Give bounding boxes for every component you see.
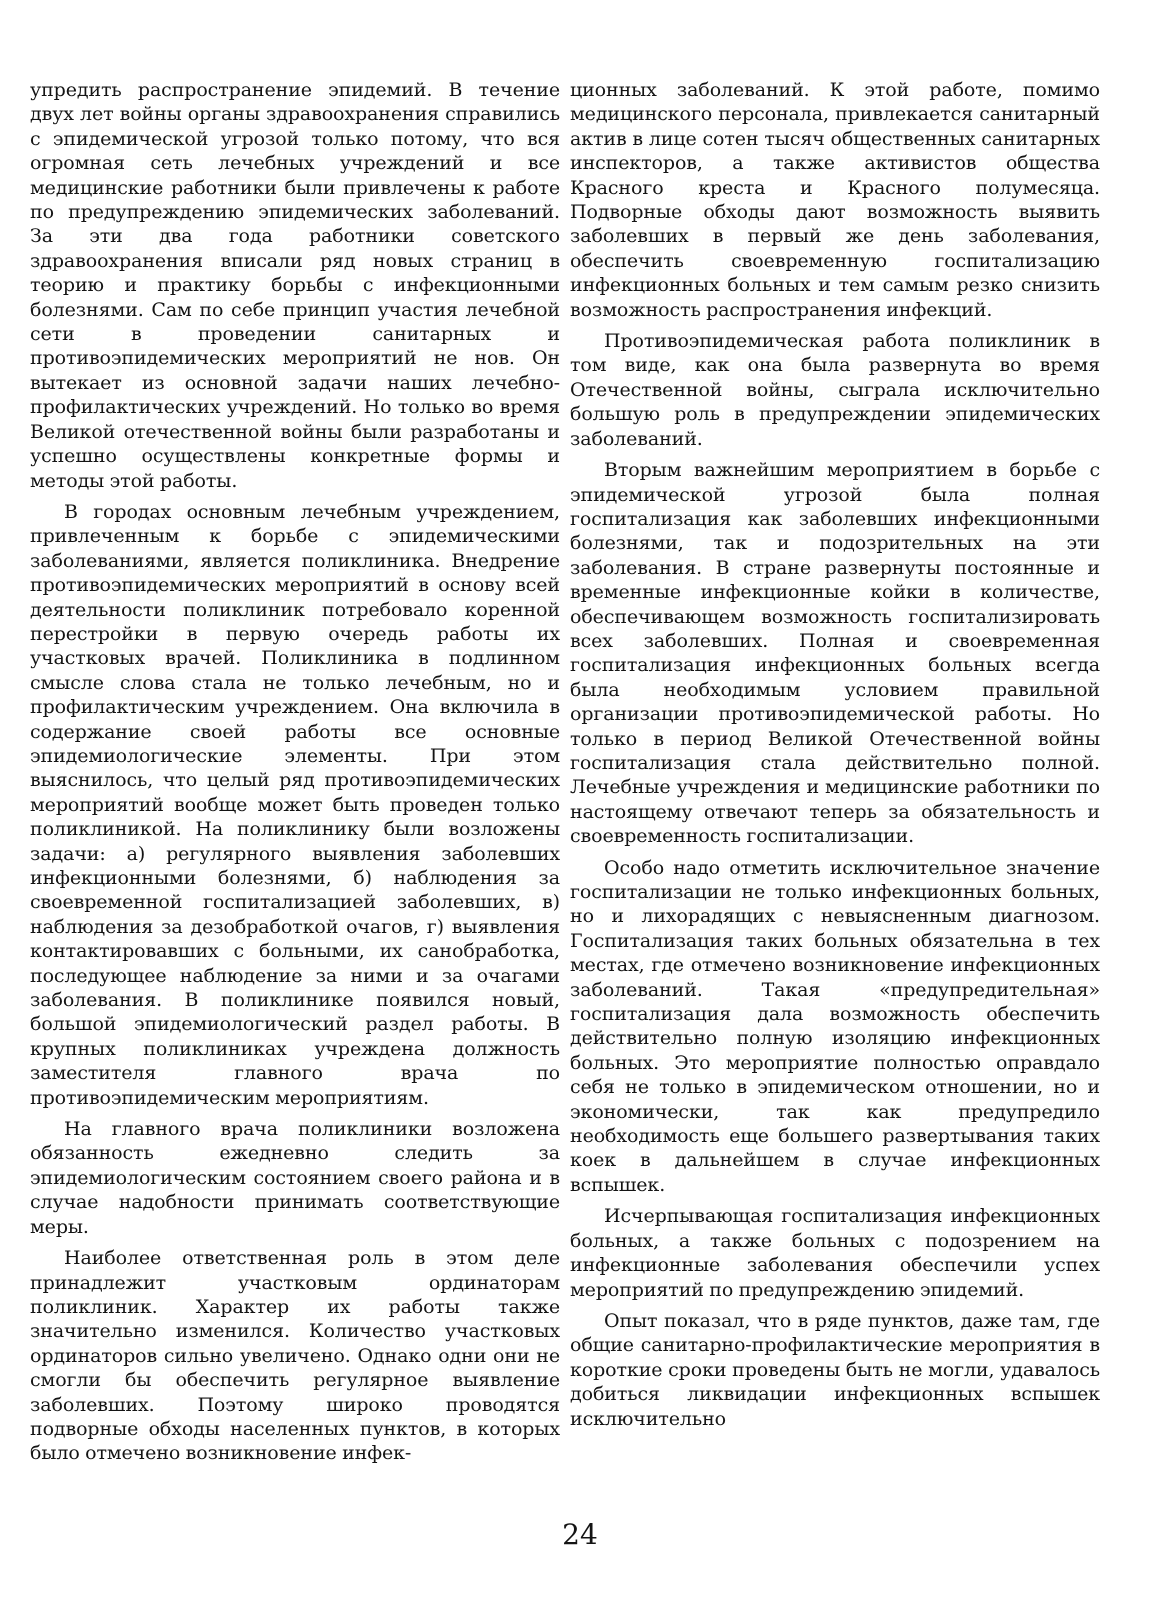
paragraph: Исчерпывающая госпитализация инфекционных больных, а также больных с подозрением на инфекционные заболевания обеспечили успех мероприятий по предупреждению эпидемий.	[570, 1205, 1100, 1301]
page-number: 24	[562, 1518, 598, 1551]
paragraph: Опыт показал, что в ряде пунктов, даже там, где общие санитарно-профилактические мероприятия в короткие сроки проведены быть не могли, удавалось добиться ликвидации инфекционных вспышек исключительно	[570, 1309, 1100, 1430]
paragraph: ционных заболеваний. К этой работе, помимо медицинского персонала, привлекается санитарный актив в лице сотен тысяч общественных санитарных инспекторов, а также активистов общества Красного креста и Красного полумесяца. Подворные обходы дают возможность выявить заболевших в первый же день заболевания, обеспечить своевременную госпитализацию инфекционных больных и тем самым резко снизить возможность распространения инфекций.	[570, 79, 1100, 321]
paragraph: Особо надо отметить исключительное значение госпитализации не только инфекционных больных, но и лихорадящих с невыясненным диагнозом. Госпитализация таких больных обязательна в тех местах, где отмечено возникновение инфекционных заболеваний. Такая «предупредительная» госпитализация дала возможность обеспечить действительно полную изоляцию инфекционных больных. Это мероприятие полностью оправдало себя не только в эпидемическом отношении, но и экономически, так как предупредило необходимость еще большего развертывания таких коек в дальнейшем в случае инфекционных вспышек.	[570, 856, 1100, 1196]
paragraph: Вторым важнейшим мероприятием в борьбе с эпидемической угрозой была полная госпитализация как заболевших инфекционными болезнями, так и подозрительных на эти заболевания. В стране развернуты постоянные и временные инфекционные койки в количестве, обеспечивающем возможность госпитализировать всех заболевших. Полная и своевременная госпитализация инфекционных больных всегда была необходимым условием правильной организации противоэпидемической работы. Но только в период Великой Отечественной войны госпитализация стала действительно полной. Лечебные учреждения и медицинские работники по настоящему отвечают теперь за обязательность и своевременность госпитализации.	[570, 459, 1100, 848]
right-text-column	[570, 78, 1100, 1498]
left-text-column	[30, 78, 560, 1498]
paragraph: упредить распространение эпидемий. В течение двух лет войны органы здравоохранения справились с эпидемической угрозой только потому, что вся огромная сеть лечебных учреждений и все медицинские работники были привлечены к работе по предупреждению эпидемических заболеваний. За эти два года работники советского здравоохранения вписали ряд новых страниц в теорию и практику борьбы с инфекционными болезнями. Сам по себе принцип участия лечебной сети в проведении санитарных и противоэпидемических мероприятий не нов. Он вытекает из основной задачи наших лечебно-профилактических учреждений. Но только во время Великой отечественной войны были разработаны и успешно осуществлены конкретные формы и методы этой работы.	[30, 79, 560, 492]
paragraph: Противоэпидемическая работа поликлиник в том виде, как она была развернута во время Отечественной войны, сыграла исключительно большую роль в предупреждении эпидемических заболеваний.	[570, 330, 1100, 450]
paragraph: В городах основным лечебным учреждением, привлеченным к борьбе с эпидемическими заболеваниями, является поликлиника. Внедрение противоэпидемических мероприятий в основу всей деятельности поликлиник потребовало коренной перестройки в первую очередь работы их участковых врачей. Поликлиника в подлинном смысле слова стала не только лечебным, но и профилактическим учреждением. Она включила в содержание своей работы все основные эпидемиологические элементы. При этом выяснилось, что целый ряд противоэпидемических мероприятий вообще может быть проведен только поликлиникой. На поликлинику были возложены задачи: а) регулярного выявления заболевших инфекционными болезнями, б) наблюдения за своевременной госпитализацией заболевших, в) наблюдения за дезобработкой очагов, г) выявления контактировавших с больными, их санобработка, последующее наблюдение за ними и за очагами заболевания. В поликлинике появился новый, большой эпидемиологический раздел работы. В крупных поликлиниках учреждена должность заместителя главного врача по противоэпидемическим мероприятиям.	[30, 500, 560, 1109]
paragraph: На главного врача поликлиники возложена обязанность ежедневно следить за эпидемиологическим состоянием своего района и в случае надобности принимать соответствующие меры.	[30, 1118, 560, 1238]
paragraph: Наиболее ответственная роль в этом деле принадлежит участковым ординаторам поликлиник. Характер их работы также значительно изменился. Количество участковых ординаторов сильно увеличено. Однако одни они не смогли бы обеспечить регулярное выявление заболевших. Поэтому широко проводятся подворные обходы населенных пунктов, в которых было отмечено возникновение инфек-	[30, 1247, 560, 1465]
